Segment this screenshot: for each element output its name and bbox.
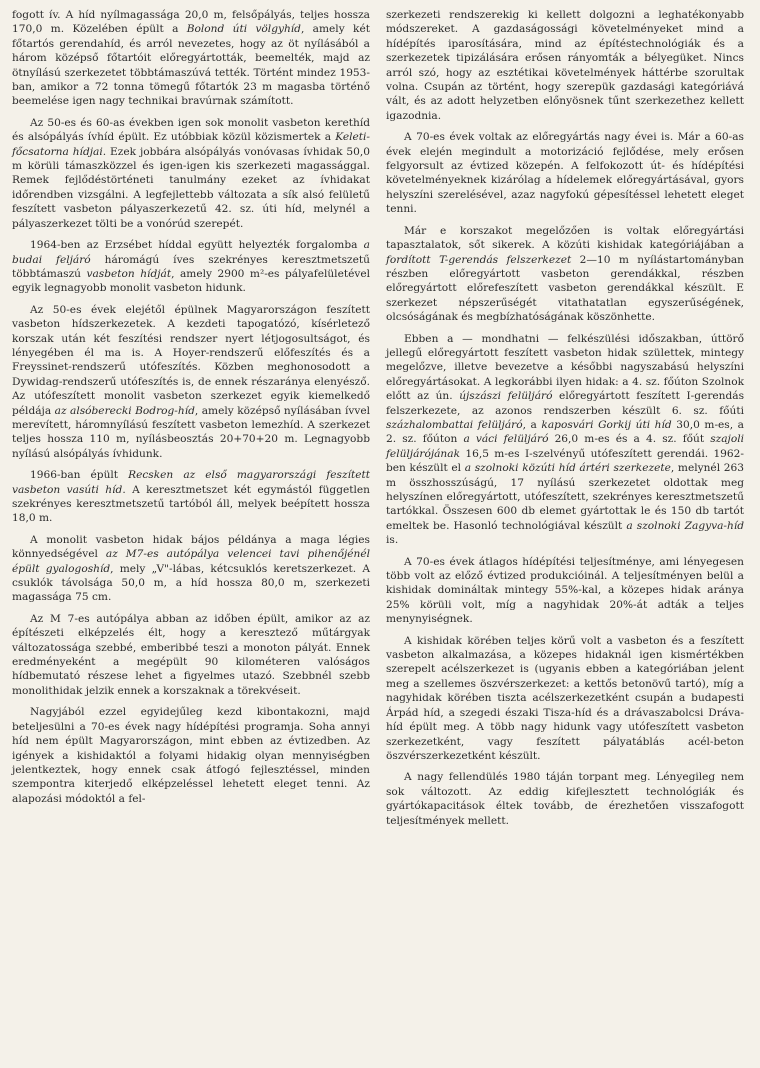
paragraph — [12, 303, 370, 461]
text-run: , amely 2900 m²-es pályafelületével egyik legnagyobb monolit vasbeton hidunk. — [12, 267, 371, 295]
text-run: 30,0 m-es, a 2. sz. főúton — [386, 418, 744, 446]
text-run: Nagyjából ezzel egyidejűleg kezd kibontakozni, majd beteljesülni a 70-es évek nagy hídépítési programja. Soha annyi híd nem épült Magyarországon, mint ebben az évtizedben. Az igények a kishidaktól a folyami hidakig olyan mennyiségben jelentkeztek, hogy ennek csak átfogó fejlesztéssel, minden szempontra kiterjedő elképzeléssel lehetett eleget tenni. Az alapozási módoktól a fel- — [12, 706, 370, 805]
text-run: , a — [522, 418, 542, 431]
text-run: , melynél 263 m összhosszúságú, 17 nyílású szerkezetet oldottak meg helyszínen előregyártott, utófeszített, szekrényes keresztmetszetű tartókkal. Összesen 600 db elemet gyártottak le és 150 db tartót emeltek be. Hasonló technológiával készült — [386, 462, 744, 532]
italic-phrase: az alsóberecki Bodrog-híd — [54, 404, 195, 417]
left-column — [12, 8, 370, 835]
paragraph — [386, 224, 744, 325]
text-run: fogott ív. A híd nyílmagassága 20,0 m, felsőpályás, teljes hossza 170,0 m. Közelében épült a — [12, 9, 370, 36]
text-run: 2—10 m nyílástartományban részben előregyártott vasbeton gerendákkal, részben előregyártott előrefeszített vasbeton gerendákkal készült. E szerkezet népszerűségét vitathatatlan egyszerűségének, olcsóságának és megbízhatóságának köszönhette. — [386, 253, 744, 324]
paragraph — [386, 8, 744, 123]
text-run: . A keresztmetszet két egymástól független szekrényes keresztmetszetű tartóból áll, melyek beépített hossza 18,0 m. — [12, 483, 370, 525]
paragraph — [12, 238, 370, 296]
italic-phrase: Bolond úti völgyhíd — [186, 23, 301, 36]
italic-phrase: Recsken az első magyarországi feszített vasbeton vasúti híd — [12, 469, 370, 496]
text-run: is. — [386, 534, 399, 547]
paragraph — [386, 332, 744, 548]
text-run: , mely „V"-lábas, kétcsuklós keretszerkezet. A csuklók távolsága 50,0 m, a híd hossza 80,0 m, szerkezeti magassága 75 cm. — [12, 562, 370, 604]
text-run: Ebben a — mondhatni — felkészülési időszakban, úttörő jellegű előregyártott feszített vasbeton hidak születtek, mintegy megelőzve, illetve bevezetve a későbbi nagyszabású helyszíni előregyártásokat. A legkorábbi ilyen hidak: a 4. sz. főúton Szolnok előtt az ún. — [386, 332, 744, 403]
text-run: . Ezek jobbára alsópályás vonóvasas ívhidak 50,0 m körüli támaszközzel és igen-igen kis szerkezeti magassággal. Remek fejlődéstörténeti tanulmány ezeket az ívhidakat időrendben vizsgálni. A legfejlettebb változata a sík alsó felületű feszített vasbeton pályaszerkezetű 42. sz. úti híd, melynél a pályaszerkezet tölti be a vonórúd szerepét. — [12, 145, 371, 230]
paragraph — [12, 116, 370, 231]
text-run: előregyártott feszített I-gerendás felszerkezete, az azonos rendszerben készült 6. sz. főúti — [386, 390, 745, 417]
italic-phrase: a budai feljáró — [12, 239, 370, 266]
paragraph — [12, 533, 370, 605]
paragraph — [386, 555, 744, 627]
text-run: háromágú íves szekrényes keresztmetszetű többtámaszú — [12, 253, 370, 280]
paragraph — [12, 8, 370, 109]
text-run: , amely két főtartós gerendahíd, és arról nevezetes, hogy az öt nyílásából a három középső főtartóit előregyártották, beemelték, majd az ötnyílású szerkezetet többtámaszúvá tették. Történt mindez 1953-ban, amikor a 72 tonna tömegű főtartók 23 m magasba történő beemelése igen nagy technikai bravúrnak számított. — [12, 23, 370, 108]
text-run: A nagy fellendülés 1980 táján torpant meg. Lényegileg nem sok változott. Az eddig kifejlesztett technológiák és gyártókapacitások éltek tovább, de érezhetően visszafogott teljesítmények mellett. — [386, 771, 744, 827]
italic-phrase: a szolnoki közúti híd ártéri szerkezete — [464, 462, 671, 475]
text-run: 16,5 m-es I-szelvényű utófeszített gerendái. 1962-ben készült el — [386, 447, 744, 475]
paragraph — [12, 468, 370, 526]
text-run: 1966-ban épült — [30, 469, 129, 482]
italic-phrase: az M7-es autópálya velencei tavi pihenőjénél épült gyalogoshíd — [12, 548, 371, 575]
paragraph — [12, 705, 370, 806]
paragraph — [386, 770, 744, 828]
text-run: A 70-es évek átlagos hídépítési teljesítménye, ami lényegesen több volt az előző évtized produkcióinál. A teljesítményen belül a kishidak domináltak mintegy 55%-kal, a közepes hidak aránya 25% körüli volt, míg a nagyhidak 20%-át adták a teljes menynyiségnek. — [386, 555, 744, 626]
italic-phrase: szajoli felüljárójának — [386, 433, 744, 460]
italic-phrase: vasbeton hídját — [86, 267, 172, 280]
text-run: Az 50-es évek elejétől épülnek Magyarországon feszített vasbeton hídszerkezetek. A kezdeti tapogatózó, kísérletező korszak után két feszítési rendszer nyert létjogosultságot, és lényegében él ma is. A Hoyer-rendszerű előfeszítés és a Freyssinet-rendszerű utófeszítés. Közben meghonosodott a Dywidag-rendszerű utófeszítés is, de ennek részaránya elenyésző. Az utófeszített monolit vasbeton szerkezet egyik kiemelkedő példája — [12, 303, 370, 417]
text-run: A 70-es évek voltak az előregyártás nagy évei is. Már a 60-as évek elején megindult a motorizáció fejlődése, mely erősen felgyorsult az évtized közepén. A felfokozott út- és hídépítési követelményeknek kizárólag a hídelemek előregyártásával, gyors helyszíni szerelésével, azaz nagyfokú gépesítéssel lehetett eleget tenni. — [386, 131, 744, 216]
paragraph — [12, 612, 370, 698]
text-run: 1964-ben az Erzsébet híddal együtt helyezték forgalomba — [30, 239, 364, 252]
italic-phrase: a váci felüljáró — [463, 433, 549, 446]
text-run: A kishidak körében teljes körű volt a vasbeton és a feszített vasbeton alkalmazása, a közepes hidaknál igen kismértékben szerepelt acélszerkezet is (ugyanis ebben a kategóriában jelent meg a szellemes öszvérszerkezet: a kettős betonövű tartó), míg a nagyhidak körében tiszta acélszerkezetként csupán a budapesti Árpád híd, a szegedi északi Tisza-híd és a drávaszabolcsi Dráva-híd épült meg. A több nagy hidunk vagy utófeszített vasbeton szerkezetként, vagy feszített pályatáblás acél-beton öszvérszerkezetként készült. — [386, 634, 744, 762]
text-run: Az M 7-es autópálya abban az időben épült, amikor az az építészeti elképzelés élt, hogy a keresztező műtárgyak változatossága szebbé, emberibbé teszi a monoton pályát. Ennek eredményeként a megépült 90 kilométeren valóságos hídbemutató részese lehet a figyelmes utazó. Szebbnél szebb monolithidak jelzik ennek a korszaknak a törekvéseit. — [12, 612, 370, 697]
text-run: Már e korszakot megelőzően is voltak előregyártási tapasztalatok, sőt sikerek. A közúti kishidak kategóriájában a — [386, 224, 744, 252]
italic-phrase: a szolnoki Zagyva-híd — [626, 519, 744, 532]
text-run: A monolit vasbeton hidak bájos példánya a maga légies könnyedségével — [12, 533, 370, 561]
paragraph — [386, 634, 744, 764]
italic-phrase: fordított T-gerendás felszerkezet — [386, 253, 572, 266]
italic-phrase: százhalombattai felüljáró — [386, 418, 523, 431]
right-column — [386, 8, 744, 835]
text-run: szerkezeti rendszerekig ki kellett dolgozni a leghatékonyabb módszereket. A gazdaságossági követelményeket mind a hídépítés iparosítására, mind az építéstechnológiák és a szerkezetek tipizálására erősen rányomták a bélyegüket. Nincs arról szó, hogy az esztétikai követelmények háttérbe szorultak volna. Csupán az történt, hogy szerepük gazdasági kategóriává vált, és az adott helyzetben előnyösnek tűnt szerkezethez kellett igazodnia. — [386, 9, 744, 122]
text-run: Az 50-es és 60-as években igen sok monolit vasbeton kerethíd és alsópályás ívhíd épült. Ez utóbbiak közül közismertek a — [12, 116, 370, 144]
paragraph — [386, 130, 744, 216]
italic-phrase: újszászi felüljáró — [459, 390, 553, 403]
italic-phrase: kaposvári Gorkij úti híd — [541, 418, 672, 431]
text-run: , amely középső nyílásában ívvel merevített, háromnyílású feszített vasbeton lemezhíd. A szerkezet teljes hossza 110 m, nyílásbeosztás 20+70+20 m. Legnagyobb nyílású alsópályás ívhidunk. — [12, 404, 370, 460]
two-column-layout — [12, 8, 748, 835]
text-run: 26,0 m-es és a 4. sz. főút — [548, 433, 711, 446]
italic-phrase: Keleti-főcsatorna hídjai — [12, 131, 370, 158]
